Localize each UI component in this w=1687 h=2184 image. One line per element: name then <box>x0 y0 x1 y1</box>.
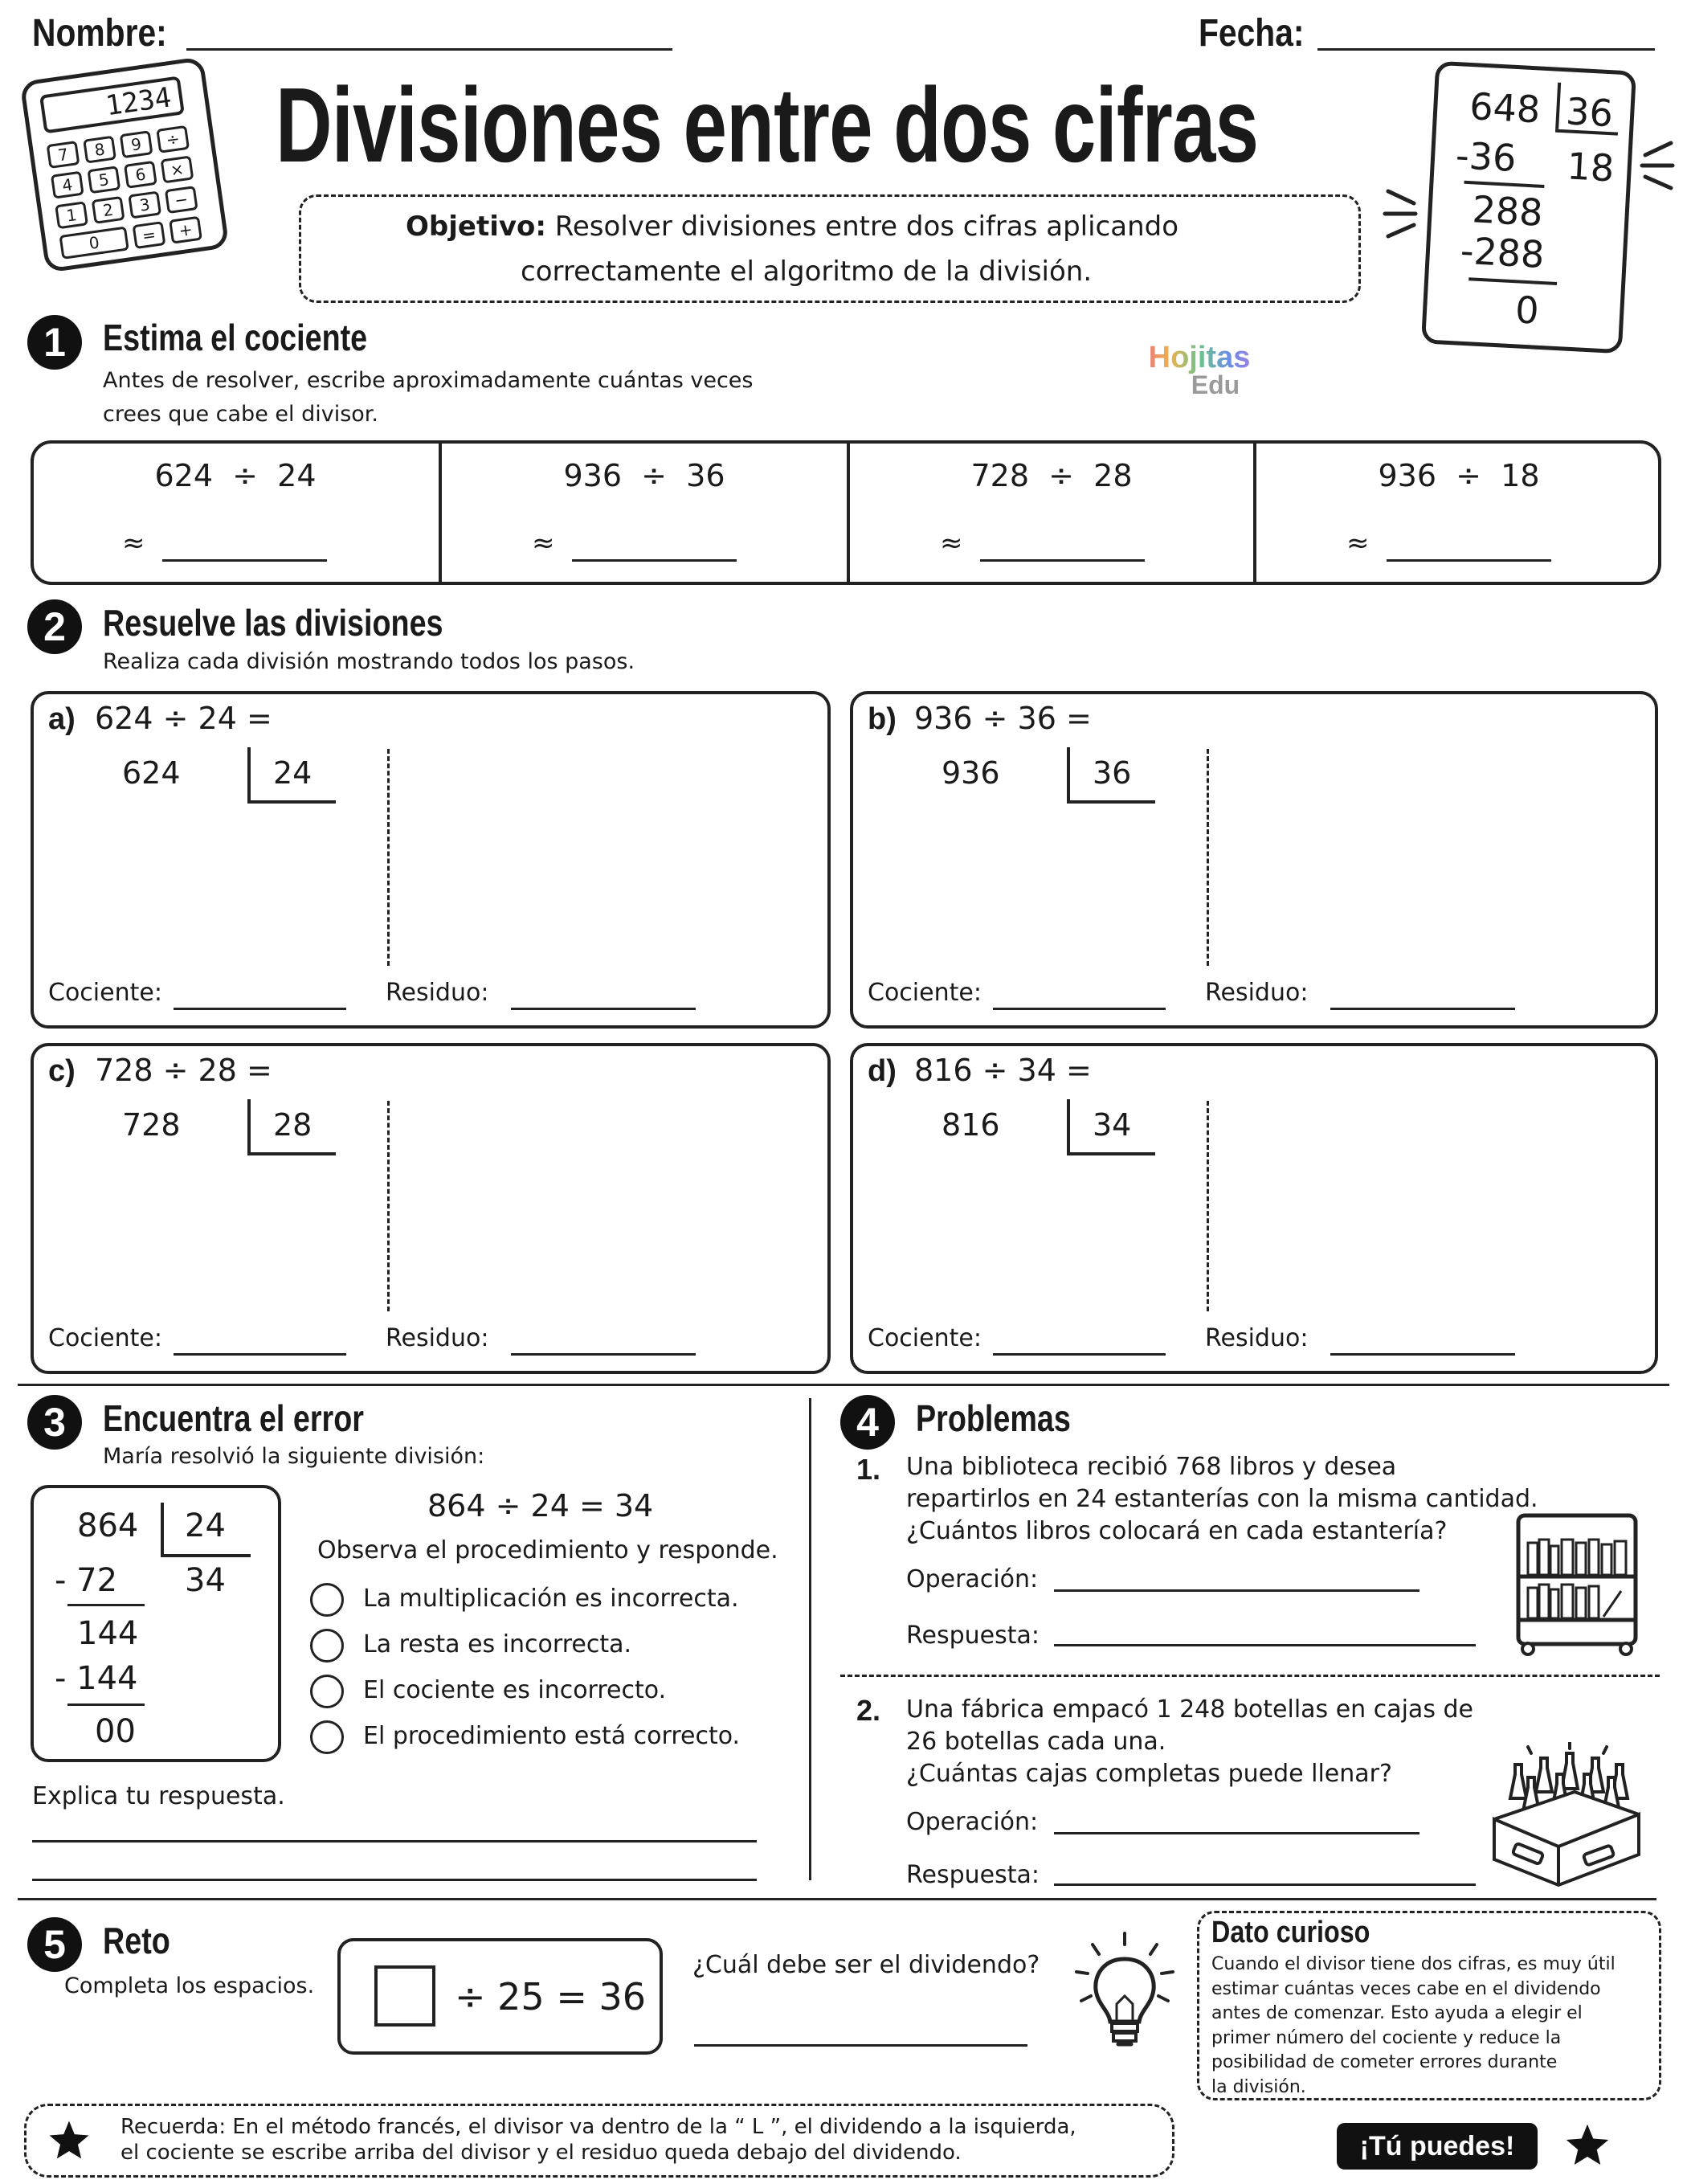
estimate-operation: 624 ÷ 24 <box>154 458 317 493</box>
section5-instruction: Completa los espacios. <box>64 1973 315 1998</box>
section4-badge: 4 <box>840 1395 895 1450</box>
cociente-field[interactable] <box>174 1008 346 1010</box>
section1-badge: 1 <box>27 315 82 370</box>
problem2-number: 2. <box>856 1694 881 1727</box>
section1-title: Estima el cociente <box>103 317 368 358</box>
problem2-operation-field[interactable] <box>1054 1832 1419 1834</box>
option-label: La resta es incorrecta. <box>363 1630 632 1658</box>
maria-step1: - 72 <box>55 1562 118 1599</box>
work-area[interactable] <box>1219 1099 1642 1310</box>
encouragement-badge: ¡Tú puedes! <box>1337 2123 1538 2170</box>
estimate-answer-field[interactable] <box>1387 559 1551 562</box>
explain-label: Explica tu respuesta. <box>32 1782 285 1810</box>
star-icon-right <box>1563 2121 1611 2170</box>
residuo-label: Residuo: <box>1205 979 1309 1007</box>
problem1-operation-field[interactable] <box>1054 1589 1419 1592</box>
reminder-line2: el cociente se escribe arriba del divisor y el residuo queda debajo del dividendo. <box>120 2141 962 2165</box>
problem-dividend: 936 <box>942 755 1000 791</box>
explain-line-2[interactable] <box>32 1879 757 1881</box>
calculator-key: × <box>161 155 194 183</box>
calculator-key: 9 <box>120 130 153 158</box>
fun-fact-line: antes de comenzar. Esto ayuda a elegir el <box>1211 2003 1583 2023</box>
problem2-line1: Una fábrica empacó 1 248 botellas en cajas de <box>906 1695 1473 1724</box>
maria-remainder: 00 <box>95 1713 136 1750</box>
problem-divisor: 34 <box>1093 1107 1132 1143</box>
problem2-answer-field[interactable] <box>1054 1883 1476 1886</box>
cociente-field[interactable] <box>174 1353 346 1356</box>
calculator-key: 6 <box>124 161 157 189</box>
problem1-line1: Una biblioteca recibió 768 libros y desea <box>906 1453 1397 1481</box>
calculator-key: = <box>133 221 166 249</box>
problem2-operation-label: Operación: <box>906 1808 1039 1836</box>
section2-title: Resuelve las divisiones <box>103 602 443 644</box>
section5-title: Reto <box>103 1920 170 1961</box>
estimate-operation: 728 ÷ 28 <box>970 458 1133 493</box>
residuo-label: Residuo: <box>386 1324 489 1352</box>
cociente-label: Cociente: <box>48 1324 162 1352</box>
maria-dividend: 864 <box>77 1507 139 1544</box>
fun-fact-title: Dato curioso <box>1211 1916 1370 1949</box>
residuo-field[interactable] <box>1330 1008 1515 1010</box>
division-bracket-horizontal <box>247 1152 336 1155</box>
problem-dividend: 728 <box>122 1107 181 1143</box>
calculator-key: − <box>165 186 198 214</box>
section-divider-bottom <box>18 1898 1656 1900</box>
maria-step3: - 144 <box>55 1660 138 1697</box>
problem-expression: 936 ÷ 36 = <box>914 701 1092 736</box>
approx-symbol: ≈ <box>122 527 145 559</box>
residuo-field[interactable] <box>1330 1353 1515 1356</box>
page-title: Divisiones entre dos cifras <box>276 66 1259 184</box>
date-label: Fecha: <box>1199 12 1305 55</box>
problem-expression: 728 ÷ 28 = <box>95 1053 272 1088</box>
residuo-label: Residuo: <box>386 979 489 1007</box>
problem1-number: 1. <box>856 1453 881 1486</box>
problem2-answer-label: Respuesta: <box>906 1861 1040 1889</box>
option-label: La multiplicación es incorrecta. <box>363 1585 739 1613</box>
maria-equation: 864 ÷ 24 = 34 <box>427 1488 654 1523</box>
challenge-answer-field[interactable] <box>694 2044 1027 2047</box>
problem2-line3: ¿Cuántas cajas completas puede llenar? <box>906 1760 1392 1788</box>
name-label: Nombre: <box>32 12 167 55</box>
sparkle-left-icon <box>1382 183 1422 239</box>
estimate-operation: 936 ÷ 36 <box>563 458 725 493</box>
problem1-answer-field[interactable] <box>1054 1644 1476 1646</box>
section1-instruction-line2: crees que cabe el divisor. <box>103 402 378 427</box>
star-icon <box>47 2118 92 2163</box>
work-area-divider <box>387 749 390 966</box>
division-bracket-vertical <box>1067 747 1070 802</box>
estimate-answer-field[interactable] <box>572 559 737 562</box>
maria-quotient: 34 <box>185 1562 226 1599</box>
section3-title: Encuentra el error <box>103 1397 364 1439</box>
maria-step2: 144 <box>77 1615 139 1652</box>
calculator-key: 1 <box>55 201 88 229</box>
division-bracket-horizontal <box>1067 1152 1155 1155</box>
work-area[interactable] <box>1219 747 1642 964</box>
problem-letter: a) <box>48 702 76 736</box>
fun-fact-line: primer número del cociente y reduce la <box>1211 2027 1562 2048</box>
challenge-equation: ÷ 25 = 36 <box>455 1975 647 2018</box>
cociente-label: Cociente: <box>868 979 982 1007</box>
calculator-key: + <box>169 216 202 244</box>
option-radio[interactable] <box>310 1720 344 1754</box>
option-label: El cociente es incorrecto. <box>363 1676 667 1704</box>
approx-symbol: ≈ <box>940 527 963 559</box>
division-bracket-vertical <box>247 1099 251 1154</box>
problem-letter: d) <box>868 1054 897 1088</box>
lightbulb-icon <box>1068 1927 1181 2055</box>
calculator-key: ÷ <box>156 125 190 153</box>
sparkle-right-icon <box>1639 135 1679 191</box>
division-bracket-horizontal <box>247 800 336 804</box>
problem-divisor: 24 <box>273 755 312 791</box>
calculator-key: 2 <box>92 196 125 224</box>
problem-dividend: 624 <box>122 755 181 791</box>
section2-badge: 2 <box>27 599 82 654</box>
problem-divisor: 36 <box>1093 755 1132 791</box>
fun-fact-line: Cuando el divisor tiene dos cifras, es muy útil <box>1211 1954 1616 1974</box>
problem1-operation-label: Operación: <box>906 1565 1039 1593</box>
calculator-key: 3 <box>128 190 161 219</box>
problem-divisor: 28 <box>273 1107 312 1143</box>
problem1-line2: repartirlos en 24 estanterías con la misma cantidad. <box>906 1485 1538 1513</box>
option-radio[interactable] <box>310 1583 344 1617</box>
section5-badge: 5 <box>27 1917 82 1972</box>
reminder-line1: Recuerda: En el método francés, el divisor va dentro de la “ L ”, el dividendo a la isquierda, <box>120 2115 1076 2139</box>
section-divider-top <box>18 1384 1669 1386</box>
division-bracket-vertical <box>1067 1099 1070 1154</box>
maria-division-box <box>31 1485 281 1762</box>
example-division-card: 648 36 18 -36 288 -288 0 <box>1421 61 1636 354</box>
section4-title: Problemas <box>916 1397 1071 1439</box>
problem1-answer-label: Respuesta: <box>906 1622 1040 1650</box>
calculator-key: 0 <box>59 227 129 260</box>
section3-badge: 3 <box>27 1395 82 1450</box>
challenge-question: ¿Cuál debe ser el dividendo? <box>692 1951 1040 1979</box>
work-area[interactable] <box>400 1099 815 1310</box>
cociente-label: Cociente: <box>48 979 162 1007</box>
calculator-key: 4 <box>51 171 84 199</box>
date-field[interactable] <box>1317 48 1655 51</box>
section2-instruction: Realiza cada división mostrando todos los pasos. <box>103 649 635 674</box>
problem-letter: c) <box>48 1054 76 1088</box>
section1-instruction-line1: Antes de resolver, escribe aproximadamente cuántas veces <box>103 368 754 393</box>
problem2-line2: 26 botellas cada una. <box>906 1728 1166 1756</box>
dividend-blank-box[interactable] <box>374 1965 435 2027</box>
division-bracket-horizontal <box>1067 800 1155 804</box>
residuo-label: Residuo: <box>1205 1324 1309 1352</box>
section3-intro: María resolvió la siguiente división: <box>103 1444 485 1469</box>
option-radio[interactable] <box>310 1629 344 1663</box>
calculator-display: 1234 <box>39 76 185 133</box>
cociente-label: Cociente: <box>868 1324 982 1352</box>
calculator-icon <box>19 56 229 273</box>
problem-expression: 816 ÷ 34 = <box>914 1053 1092 1088</box>
fun-fact-line: la división. <box>1211 2076 1306 2097</box>
work-area-divider <box>1207 749 1209 966</box>
brand-logo: Hojitas Edu <box>1139 341 1260 400</box>
calculator-key: 7 <box>47 141 80 169</box>
estimate-answer-field[interactable] <box>980 559 1145 562</box>
bottle-crate-icon <box>1486 1742 1647 1888</box>
bookshelf-icon <box>1513 1511 1642 1657</box>
problem-dividend: 816 <box>942 1107 1000 1143</box>
problem-expression: 624 ÷ 24 = <box>95 701 272 736</box>
fun-fact-line: estimar cuántas veces cabe en el dividendo <box>1211 1978 1601 1999</box>
objective-line1: Objetivo: Resolver divisiones entre dos cifras aplicando <box>406 211 1179 243</box>
problem1-line3: ¿Cuántos libros colocará en cada estantería? <box>906 1517 1448 1545</box>
work-area-divider <box>1207 1101 1209 1311</box>
work-area-divider <box>387 1101 390 1311</box>
maria-divisor: 24 <box>185 1507 226 1544</box>
section-divider-vertical <box>809 1398 811 1880</box>
residuo-field[interactable] <box>511 1353 696 1356</box>
section3-prompt: Observa el procedimiento y responde. <box>317 1536 778 1564</box>
calculator-key: 8 <box>83 136 116 164</box>
approx-symbol: ≈ <box>532 527 555 559</box>
work-area[interactable] <box>400 747 815 964</box>
estimate-answer-field[interactable] <box>162 559 327 562</box>
problem-letter: b) <box>868 702 897 736</box>
explain-line-1[interactable] <box>32 1840 757 1842</box>
option-label: El procedimiento está correcto. <box>363 1722 741 1750</box>
residuo-field[interactable] <box>511 1008 696 1010</box>
cociente-field[interactable] <box>993 1008 1166 1010</box>
estimate-operation: 936 ÷ 18 <box>1378 458 1540 493</box>
cociente-field[interactable] <box>993 1353 1166 1356</box>
calculator-key: 5 <box>87 166 120 194</box>
option-radio[interactable] <box>310 1675 344 1708</box>
division-bracket-vertical <box>247 747 251 802</box>
approx-symbol: ≈ <box>1346 527 1370 559</box>
fun-fact-line: posibilidad de cometer errores durante <box>1211 2052 1558 2072</box>
problems-divider <box>840 1675 1660 1677</box>
name-field[interactable] <box>186 48 672 51</box>
objective-line2: correctamente el algoritmo de la división. <box>521 256 1093 288</box>
